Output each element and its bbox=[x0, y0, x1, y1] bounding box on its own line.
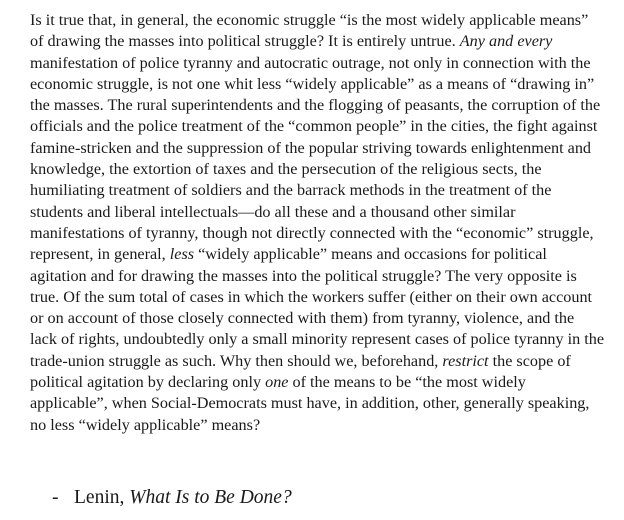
quote-text: the scope of political agitation by declaring only bbox=[30, 351, 571, 392]
quote-emphasis: one bbox=[265, 373, 289, 392]
attribution bbox=[52, 487, 292, 509]
quote-emphasis: Any and every bbox=[459, 32, 553, 51]
quote-paragraph bbox=[30, 10, 605, 436]
document-page bbox=[30, 10, 605, 436]
attribution-work-title: What Is to Be Done? bbox=[129, 487, 292, 508]
quote-text: Is it true that, in general, the economic struggle “is the most widely applicable means” of drawing the masses into political struggle? It is entirely untrue. bbox=[30, 11, 589, 51]
quote-text: “widely applicable” means and occasions for political agitation and for drawing the masses into the political struggle? The very opposite is true. Of the sum total of cases in which the workers suffer (either on their own account or on account of those closely connected with them) from tyranny, violence, and the lack of rights, undoubtedly only a small minority represent cases of police tyranny in the trade-union struggle as such. Why then should we, beforehand, bbox=[30, 245, 605, 370]
attribution-author: Lenin, bbox=[74, 487, 125, 508]
quote-text: of the means to be “the most widely applicable”, when Social-Democrats must have, in addition, other, generally speaking, no less “widely applicable” means? bbox=[30, 373, 590, 434]
quote-emphasis: less bbox=[169, 245, 195, 264]
quote-text: manifestation of police tyranny and autocratic outrage, not only in connection with the economic struggle, is not one whit less “widely applicable” as a means of “drawing in” the masses. The rural superintendents and the flogging of peasants, the corruption of the officials and the police treatment of the “common people” in the cities, the fight against famine-stricken and the suppression of the popular striving towards enlightenment and knowledge, the extortion of taxes and the persecution of the religious sects, the humiliating treatment of soldiers and the barrack methods in the treatment of the students and liberal intellectuals—do all these and a thousand other similar manifestations of tyranny, though not directly connected with the “economic” struggle, represent, in general, bbox=[30, 53, 601, 264]
quote-emphasis: restrict bbox=[442, 351, 489, 370]
attribution-dash: - bbox=[52, 487, 59, 508]
